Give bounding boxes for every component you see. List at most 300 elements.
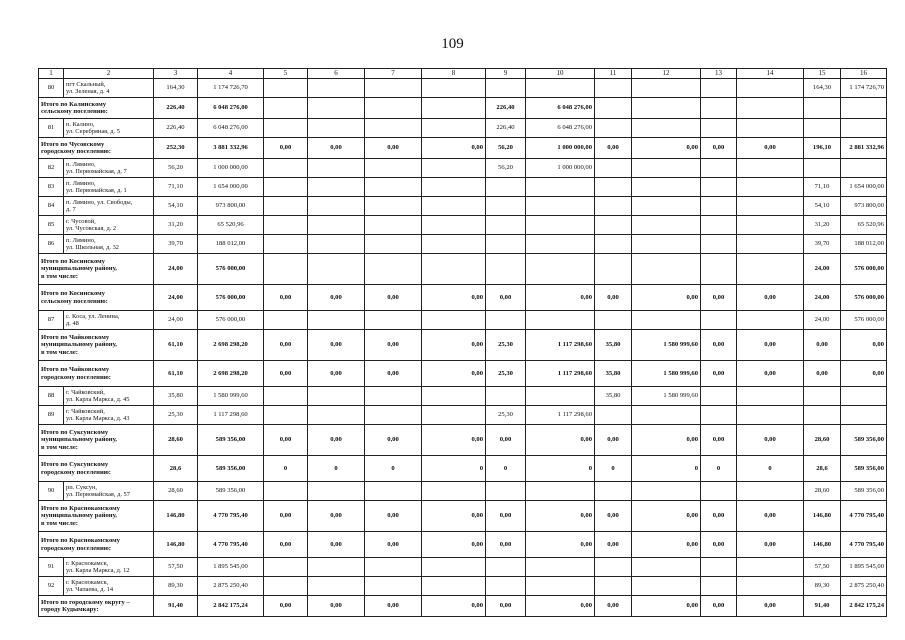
value-cell-col-10: 0: [526, 456, 595, 482]
value-cell-col-8: [422, 406, 486, 425]
subtotal-row: [39, 285, 887, 311]
value-cell-col-13: [701, 235, 737, 254]
value-cell-col-15: 24,00: [804, 311, 841, 330]
subtotal-label-cell: Итого по Чусовскому городскому поселению:: [39, 138, 154, 159]
value-cell-col-8: 0,00: [422, 425, 486, 456]
value-cell-col-6: 0,00: [308, 501, 365, 532]
value-cell-col-6: 0,00: [308, 330, 365, 361]
value-cell-col-8: [422, 159, 486, 178]
value-cell-col-9: 0,00: [486, 285, 526, 311]
value-cell-col-6: [308, 235, 365, 254]
value-cell-col-4: 589 356,00: [198, 456, 264, 482]
value-cell-col-4: 2 842 175,24: [198, 596, 264, 617]
value-cell-col-13: [701, 577, 737, 596]
value-cell-col-15: 91,40: [804, 596, 841, 617]
value-cell-col-5: [264, 159, 308, 178]
value-cell-col-10: 1 117 298,60: [526, 406, 595, 425]
value-cell-col-12: [632, 311, 701, 330]
value-cell-col-7: [365, 119, 422, 138]
value-cell-col-14: 0,00: [737, 285, 804, 311]
house-row: [39, 216, 887, 235]
value-cell-col-8: [422, 79, 486, 98]
house-row: [39, 197, 887, 216]
value-cell-col-5: [264, 558, 308, 577]
value-cell-col-4: 1 174 726,70: [198, 79, 264, 98]
value-cell-col-5: [264, 178, 308, 197]
value-cell-col-4: 3 881 332,96: [198, 138, 264, 159]
value-cell-col-9: 226,40: [486, 98, 526, 119]
value-cell-col-14: [737, 79, 804, 98]
value-cell-col-15: [804, 98, 841, 119]
value-cell-col-15: [804, 406, 841, 425]
value-cell-col-8: [422, 119, 486, 138]
value-cell-col-11: [595, 119, 632, 138]
value-cell-col-9: 0,00: [486, 501, 526, 532]
value-cell-col-5: 0,00: [264, 532, 308, 558]
column-header-3: 3: [154, 69, 198, 79]
address-cell: г. Чайковский, ул. Карла Маркса, д. 43: [64, 406, 154, 425]
value-cell-col-14: 0,00: [737, 425, 804, 456]
value-cell-col-14: [737, 197, 804, 216]
value-cell-col-11: 0,00: [595, 532, 632, 558]
value-cell-col-14: [737, 254, 804, 285]
column-header-15: 15: [804, 69, 841, 79]
value-cell-col-10: 1 117 298,60: [526, 361, 595, 387]
value-cell-col-10: 6 048 276,00: [526, 119, 595, 138]
value-cell-col-14: [737, 577, 804, 596]
column-header-13: 13: [701, 69, 737, 79]
value-cell-col-9: 0: [486, 456, 526, 482]
value-cell-col-5: 0,00: [264, 501, 308, 532]
value-cell-col-11: 35,80: [595, 387, 632, 406]
value-cell-col-11: 0,00: [595, 285, 632, 311]
value-cell-col-10: 1 000 000,00: [526, 159, 595, 178]
value-cell-col-11: [595, 577, 632, 596]
subtotal-label-cell: Итого по Калинскому сельскому поселению:: [39, 98, 154, 119]
value-cell-col-3: 28,60: [154, 425, 198, 456]
value-cell-col-12: [632, 254, 701, 285]
value-cell-col-16: 576 000,00: [841, 311, 887, 330]
address-cell: пгт Скальный, ул. Зеленая, д. 4: [64, 79, 154, 98]
value-cell-col-12: 0,00: [632, 596, 701, 617]
value-cell-col-12: 1 580 999,60: [632, 330, 701, 361]
value-cell-col-11: [595, 216, 632, 235]
value-cell-col-6: [308, 159, 365, 178]
value-cell-col-10: [526, 387, 595, 406]
value-cell-col-8: [422, 558, 486, 577]
house-row: [39, 79, 887, 98]
value-cell-col-15: 146,80: [804, 532, 841, 558]
value-cell-col-7: 0,00: [365, 285, 422, 311]
value-cell-col-11: 35,80: [595, 361, 632, 387]
value-cell-col-10: [526, 178, 595, 197]
value-cell-col-4: 1 117 298,60: [198, 406, 264, 425]
value-cell-col-5: [264, 387, 308, 406]
value-cell-col-5: [264, 216, 308, 235]
value-cell-col-3: 24,00: [154, 311, 198, 330]
address-cell: г. Краснокамск, ул. Карла Маркса, д. 12: [64, 558, 154, 577]
resettlement-register-table: [38, 68, 887, 617]
value-cell-col-14: [737, 119, 804, 138]
value-cell-col-11: [595, 254, 632, 285]
value-cell-col-12: 1 580 999,60: [632, 361, 701, 387]
value-cell-col-4: 4 770 795,40: [198, 501, 264, 532]
value-cell-col-7: 0,00: [365, 532, 422, 558]
value-cell-col-9: 25,30: [486, 406, 526, 425]
row-number-cell: 83: [39, 178, 64, 197]
value-cell-col-8: 0,00: [422, 138, 486, 159]
value-cell-col-3: 89,30: [154, 577, 198, 596]
value-cell-col-10: [526, 254, 595, 285]
value-cell-col-13: [701, 79, 737, 98]
value-cell-col-13: [701, 387, 737, 406]
subtotal-row: [39, 138, 887, 159]
subtotal-label-cell: Итого по Чайковскому муниципальному району, в том числе:: [39, 330, 154, 361]
value-cell-col-6: [308, 98, 365, 119]
table-body: [39, 69, 887, 617]
value-cell-col-15: 0,00: [804, 330, 841, 361]
subtotal-label-cell: Итого по Чайковскому городскому поселению:: [39, 361, 154, 387]
value-cell-col-7: 0,00: [365, 596, 422, 617]
column-header-8: 8: [422, 69, 486, 79]
house-row: [39, 406, 887, 425]
value-cell-col-16: 4 770 795,40: [841, 501, 887, 532]
value-cell-col-10: [526, 558, 595, 577]
value-cell-col-14: 0,00: [737, 532, 804, 558]
value-cell-col-3: 25,30: [154, 406, 198, 425]
value-cell-col-7: [365, 406, 422, 425]
value-cell-col-14: [737, 235, 804, 254]
value-cell-col-13: [701, 558, 737, 577]
value-cell-col-7: [365, 235, 422, 254]
value-cell-col-10: 6 048 276,00: [526, 98, 595, 119]
value-cell-col-4: 188 012,00: [198, 235, 264, 254]
value-cell-col-14: [737, 216, 804, 235]
value-cell-col-6: [308, 216, 365, 235]
value-cell-col-16: 0,00: [841, 330, 887, 361]
value-cell-col-16: 576 000,00: [841, 285, 887, 311]
value-cell-col-7: 0,00: [365, 138, 422, 159]
address-cell: п. Лямино, ул. Школьная, д. 32: [64, 235, 154, 254]
value-cell-col-13: [701, 311, 737, 330]
value-cell-col-8: 0,00: [422, 361, 486, 387]
value-cell-col-10: [526, 197, 595, 216]
subtotal-label-cell: Итого по городскому округу – городу Кудымкару:: [39, 596, 154, 617]
value-cell-col-5: [264, 119, 308, 138]
value-cell-col-12: 0,00: [632, 532, 701, 558]
row-number-cell: 92: [39, 577, 64, 596]
value-cell-col-3: 146,80: [154, 532, 198, 558]
value-cell-col-3: 39,70: [154, 235, 198, 254]
value-cell-col-7: [365, 558, 422, 577]
value-cell-col-14: [737, 311, 804, 330]
address-cell: г. Чайковский, ул. Карла Маркса, д. 45: [64, 387, 154, 406]
value-cell-col-12: [632, 98, 701, 119]
value-cell-col-8: 0,00: [422, 596, 486, 617]
value-cell-col-8: [422, 387, 486, 406]
value-cell-col-8: [422, 98, 486, 119]
value-cell-col-9: 56,20: [486, 159, 526, 178]
value-cell-col-3: 28,60: [154, 482, 198, 501]
value-cell-col-14: [737, 98, 804, 119]
address-cell: п. Лямино, ул. Первомайская, д. 1: [64, 178, 154, 197]
value-cell-col-3: 252,30: [154, 138, 198, 159]
value-cell-col-3: 61,10: [154, 330, 198, 361]
value-cell-col-8: 0,00: [422, 532, 486, 558]
value-cell-col-11: [595, 79, 632, 98]
value-cell-col-13: 0,00: [701, 596, 737, 617]
value-cell-col-16: [841, 387, 887, 406]
value-cell-col-13: 0,00: [701, 138, 737, 159]
value-cell-col-16: 0,00: [841, 361, 887, 387]
value-cell-col-13: 0,00: [701, 425, 737, 456]
value-cell-col-16: 4 770 795,40: [841, 532, 887, 558]
value-cell-col-15: 164,30: [804, 79, 841, 98]
value-cell-col-7: [365, 159, 422, 178]
value-cell-col-12: [632, 197, 701, 216]
value-cell-col-8: [422, 482, 486, 501]
value-cell-col-7: [365, 79, 422, 98]
value-cell-col-9: [486, 216, 526, 235]
value-cell-col-6: [308, 119, 365, 138]
value-cell-col-10: [526, 577, 595, 596]
value-cell-col-9: [486, 558, 526, 577]
value-cell-col-14: [737, 558, 804, 577]
address-cell: с. Коса, ул. Ленина, д. 48: [64, 311, 154, 330]
value-cell-col-15: 0,00: [804, 361, 841, 387]
value-cell-col-3: 226,40: [154, 98, 198, 119]
value-cell-col-6: [308, 197, 365, 216]
value-cell-col-6: 0,00: [308, 532, 365, 558]
row-number-cell: 86: [39, 235, 64, 254]
value-cell-col-14: [737, 406, 804, 425]
subtotal-row: [39, 596, 887, 617]
value-cell-col-9: [486, 482, 526, 501]
subtotal-row: [39, 501, 887, 532]
value-cell-col-9: 0,00: [486, 425, 526, 456]
address-cell: рп. Суксун, ул. Первомайская, д. 57: [64, 482, 154, 501]
value-cell-col-9: [486, 254, 526, 285]
address-cell: п. Лямино, ул. Свободы, д. 7: [64, 197, 154, 216]
value-cell-col-3: 54,10: [154, 197, 198, 216]
value-cell-col-6: [308, 178, 365, 197]
value-cell-col-15: [804, 119, 841, 138]
value-cell-col-10: [526, 311, 595, 330]
page-number: 109: [441, 36, 464, 52]
subtotal-label-cell: Итого по Косинскому сельскому поселению:: [39, 285, 154, 311]
value-cell-col-11: [595, 178, 632, 197]
value-cell-col-6: 0: [308, 456, 365, 482]
value-cell-col-7: [365, 254, 422, 285]
value-cell-col-4: 4 770 795,40: [198, 532, 264, 558]
column-header-2: 2: [64, 69, 154, 79]
value-cell-col-11: 35,80: [595, 330, 632, 361]
value-cell-col-5: [264, 311, 308, 330]
value-cell-col-12: 0,00: [632, 501, 701, 532]
value-cell-col-4: 576 000,00: [198, 254, 264, 285]
value-cell-col-16: 2 875 250,40: [841, 577, 887, 596]
value-cell-col-16: 589 356,00: [841, 482, 887, 501]
value-cell-col-4: 1 895 545,00: [198, 558, 264, 577]
value-cell-col-4: 2 875 250,40: [198, 577, 264, 596]
value-cell-col-16: 589 356,00: [841, 456, 887, 482]
house-row: [39, 577, 887, 596]
value-cell-col-5: 0,00: [264, 425, 308, 456]
value-cell-col-9: [486, 387, 526, 406]
row-number-cell: 85: [39, 216, 64, 235]
value-cell-col-8: 0,00: [422, 330, 486, 361]
value-cell-col-11: [595, 98, 632, 119]
value-cell-col-3: 57,50: [154, 558, 198, 577]
value-cell-col-16: 1 895 545,00: [841, 558, 887, 577]
value-cell-col-16: [841, 406, 887, 425]
value-cell-col-16: 2 881 332,96: [841, 138, 887, 159]
value-cell-col-6: [308, 387, 365, 406]
value-cell-col-14: [737, 482, 804, 501]
column-header-11: 11: [595, 69, 632, 79]
subtotal-row: [39, 361, 887, 387]
value-cell-col-5: 0,00: [264, 596, 308, 617]
value-cell-col-3: 31,20: [154, 216, 198, 235]
value-cell-col-12: [632, 482, 701, 501]
value-cell-col-11: 0,00: [595, 501, 632, 532]
subtotal-row: [39, 456, 887, 482]
value-cell-col-8: [422, 254, 486, 285]
value-cell-col-13: [701, 482, 737, 501]
value-cell-col-13: 0,00: [701, 532, 737, 558]
value-cell-col-6: 0,00: [308, 138, 365, 159]
address-cell: п. Калино, ул. Серебряная, д. 5: [64, 119, 154, 138]
value-cell-col-5: 0,00: [264, 361, 308, 387]
value-cell-col-6: [308, 577, 365, 596]
value-cell-col-11: [595, 406, 632, 425]
value-cell-col-14: [737, 387, 804, 406]
value-cell-col-5: [264, 235, 308, 254]
column-header-9: 9: [486, 69, 526, 79]
value-cell-col-10: [526, 235, 595, 254]
value-cell-col-3: 146,80: [154, 501, 198, 532]
value-cell-col-9: 0,00: [486, 532, 526, 558]
value-cell-col-4: 973 800,00: [198, 197, 264, 216]
value-cell-col-13: [701, 254, 737, 285]
value-cell-col-10: 0,00: [526, 425, 595, 456]
value-cell-col-11: 0,00: [595, 425, 632, 456]
value-cell-col-12: 0,00: [632, 138, 701, 159]
house-row: [39, 387, 887, 406]
value-cell-col-13: 0,00: [701, 361, 737, 387]
value-cell-col-15: 28,6: [804, 456, 841, 482]
value-cell-col-16: 1 654 000,00: [841, 178, 887, 197]
value-cell-col-3: 28,6: [154, 456, 198, 482]
value-cell-col-14: 0,00: [737, 330, 804, 361]
value-cell-col-7: [365, 577, 422, 596]
value-cell-col-7: [365, 387, 422, 406]
value-cell-col-3: 164,30: [154, 79, 198, 98]
value-cell-col-10: 0,00: [526, 532, 595, 558]
row-number-cell: 89: [39, 406, 64, 425]
value-cell-col-3: 56,20: [154, 159, 198, 178]
value-cell-col-15: 54,10: [804, 197, 841, 216]
value-cell-col-15: 196,10: [804, 138, 841, 159]
value-cell-col-16: 576 000,00: [841, 254, 887, 285]
value-cell-col-11: 0: [595, 456, 632, 482]
value-cell-col-5: [264, 197, 308, 216]
value-cell-col-14: 0: [737, 456, 804, 482]
value-cell-col-12: [632, 406, 701, 425]
subtotal-label-cell: Итого по Краснокамскому городскому поселению:: [39, 532, 154, 558]
value-cell-col-3: 24,00: [154, 285, 198, 311]
value-cell-col-13: [701, 98, 737, 119]
row-number-cell: 90: [39, 482, 64, 501]
value-cell-col-13: [701, 159, 737, 178]
house-row: [39, 311, 887, 330]
house-row: [39, 482, 887, 501]
column-header-5: 5: [264, 69, 308, 79]
value-cell-col-11: [595, 558, 632, 577]
value-cell-col-14: 0,00: [737, 138, 804, 159]
value-cell-col-15: 57,50: [804, 558, 841, 577]
value-cell-col-12: [632, 235, 701, 254]
value-cell-col-6: [308, 79, 365, 98]
value-cell-col-16: 589 356,00: [841, 425, 887, 456]
value-cell-col-12: 0,00: [632, 425, 701, 456]
value-cell-col-7: [365, 98, 422, 119]
value-cell-col-6: 0,00: [308, 596, 365, 617]
value-cell-col-8: [422, 577, 486, 596]
value-cell-col-4: 576 000,00: [198, 285, 264, 311]
column-header-6: 6: [308, 69, 365, 79]
column-header-10: 10: [526, 69, 595, 79]
column-header-7: 7: [365, 69, 422, 79]
value-cell-col-4: 589 356,00: [198, 482, 264, 501]
row-number-cell: 81: [39, 119, 64, 138]
value-cell-col-12: [632, 178, 701, 197]
column-header-14: 14: [737, 69, 804, 79]
value-cell-col-4: 576 000,00: [198, 311, 264, 330]
value-cell-col-8: [422, 235, 486, 254]
subtotal-row: [39, 532, 887, 558]
value-cell-col-4: 1 000 000,00: [198, 159, 264, 178]
value-cell-col-10: [526, 79, 595, 98]
value-cell-col-7: [365, 311, 422, 330]
value-cell-col-15: [804, 159, 841, 178]
value-cell-col-14: 0,00: [737, 361, 804, 387]
subtotal-label-cell: Итого по Косинскому муниципальному району, в том числе:: [39, 254, 154, 285]
value-cell-col-9: 56,20: [486, 138, 526, 159]
value-cell-col-4: 6 048 276,00: [198, 98, 264, 119]
value-cell-col-14: [737, 178, 804, 197]
value-cell-col-11: 0,00: [595, 596, 632, 617]
value-cell-col-7: [365, 216, 422, 235]
value-cell-col-3: 61,10: [154, 361, 198, 387]
value-cell-col-7: 0,00: [365, 425, 422, 456]
value-cell-col-13: [701, 119, 737, 138]
value-cell-col-8: [422, 216, 486, 235]
row-number-cell: 82: [39, 159, 64, 178]
value-cell-col-5: 0: [264, 456, 308, 482]
house-row: [39, 119, 887, 138]
row-number-cell: 88: [39, 387, 64, 406]
value-cell-col-3: 35,80: [154, 387, 198, 406]
value-cell-col-9: [486, 79, 526, 98]
value-cell-col-11: [595, 311, 632, 330]
value-cell-col-7: [365, 482, 422, 501]
value-cell-col-12: 1 580 999,60: [632, 387, 701, 406]
value-cell-col-12: [632, 216, 701, 235]
value-cell-col-7: 0,00: [365, 330, 422, 361]
value-cell-col-5: 0,00: [264, 138, 308, 159]
column-header-1: 1: [39, 69, 64, 79]
